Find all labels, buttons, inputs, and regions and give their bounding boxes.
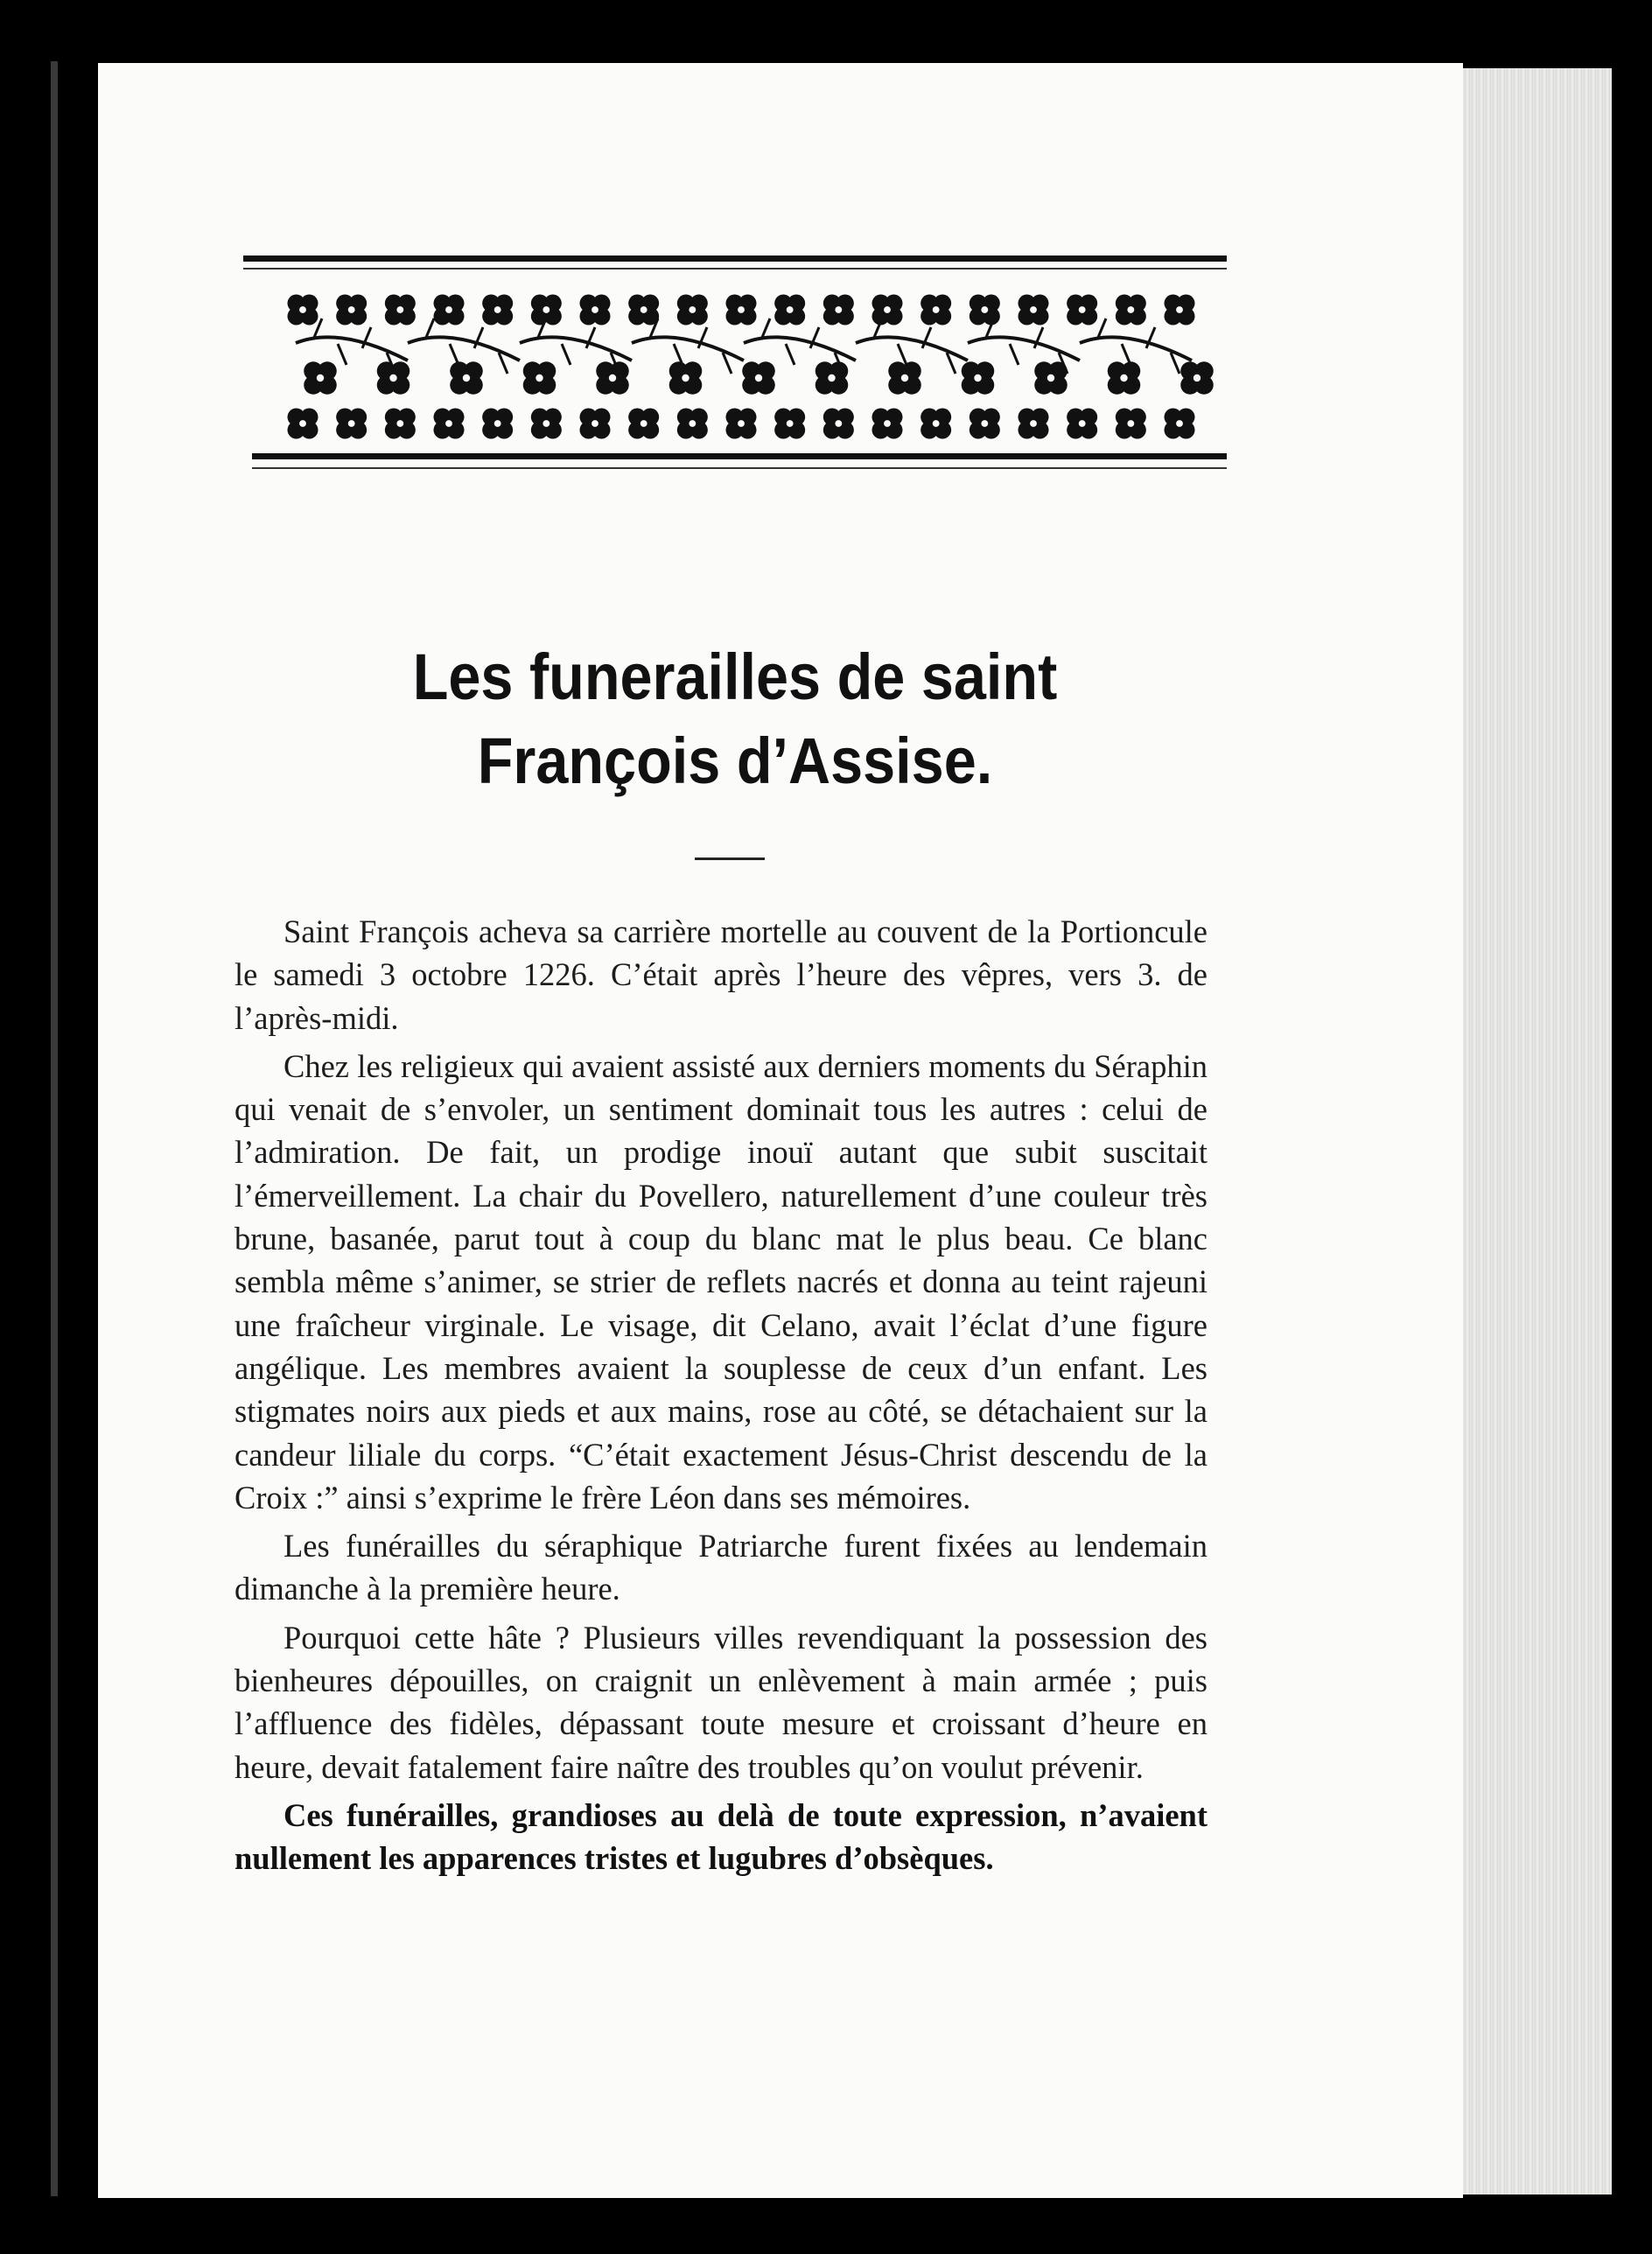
paragraph-4: Pourquoi cette hâte ? Plusieurs villes revendiquant la possession des bienheures dépouilles, on craignit un enlèvement à main armée ; puis l’affluence des fidèles, dépassant toute mesure et croissant d’heure en heure, devait fatalement faire naître des troubles qu’on voulut prévenir.: [234, 1619, 1208, 1785]
page-stack-edge: [1463, 68, 1612, 2194]
paragraph-1: Saint François acheva sa carrière mortelle au couvent de la Portioncule le samedi 3 octobre 1226. C’était après l’heure des vêpres, vers 3. de l’après-midi.: [234, 914, 1208, 1036]
floral-ornament-band: [243, 256, 1227, 474]
left-gutter: [0, 0, 98, 2254]
right-gutter: [1612, 0, 1652, 2254]
facing-page-edge: [51, 61, 58, 2196]
title-line-1: Les funerailles de saint: [412, 640, 1058, 713]
page-title: [310, 635, 1160, 803]
title-divider: [695, 858, 765, 860]
floral-ornament-svg: [243, 256, 1227, 474]
title-line-2: François d’Assise.: [477, 724, 993, 797]
body-text: [234, 910, 1208, 1886]
paragraph-5: Ces funérailles, grandioses au delà de toute expression, n’avaient nullement les apparences tristes et lugubres d’obsèques.: [234, 1796, 1208, 1877]
paragraph-3: Les funérailles du séraphique Patriarche furent fixées au lendemain dimanche à la première heure.: [234, 1528, 1208, 1607]
paragraph-2: Chez les religieux qui avaient assisté aux derniers moments du Séraphin qui venait de s’envoler, un sentiment dominait tous les autres : celui de l’admiration. De fait, un prodige inouï autant que subit suscitait l’émerveillement. La chair du Povellero, naturellement d’une couleur très brune, basanée, parut tout à coup du blanc mat le plus beau. Ce blanc sembla même s’animer, se strier de reflets nacrés et donna au teint rajeuni une fraîcheur virginale. Le visage, dit Celano, avait l’éclat d’une figure angélique. Les membres avaient la souplesse de ceux d’un enfant. Les stigmates noirs aux pieds et aux mains, rose au côté, se détachaient sur la candeur liliale du corps. “C’était exactement Jésus-Christ descendu de la Croix :” ainsi s’exprime le frère Léon dans ses mémoires.: [234, 1047, 1208, 1516]
